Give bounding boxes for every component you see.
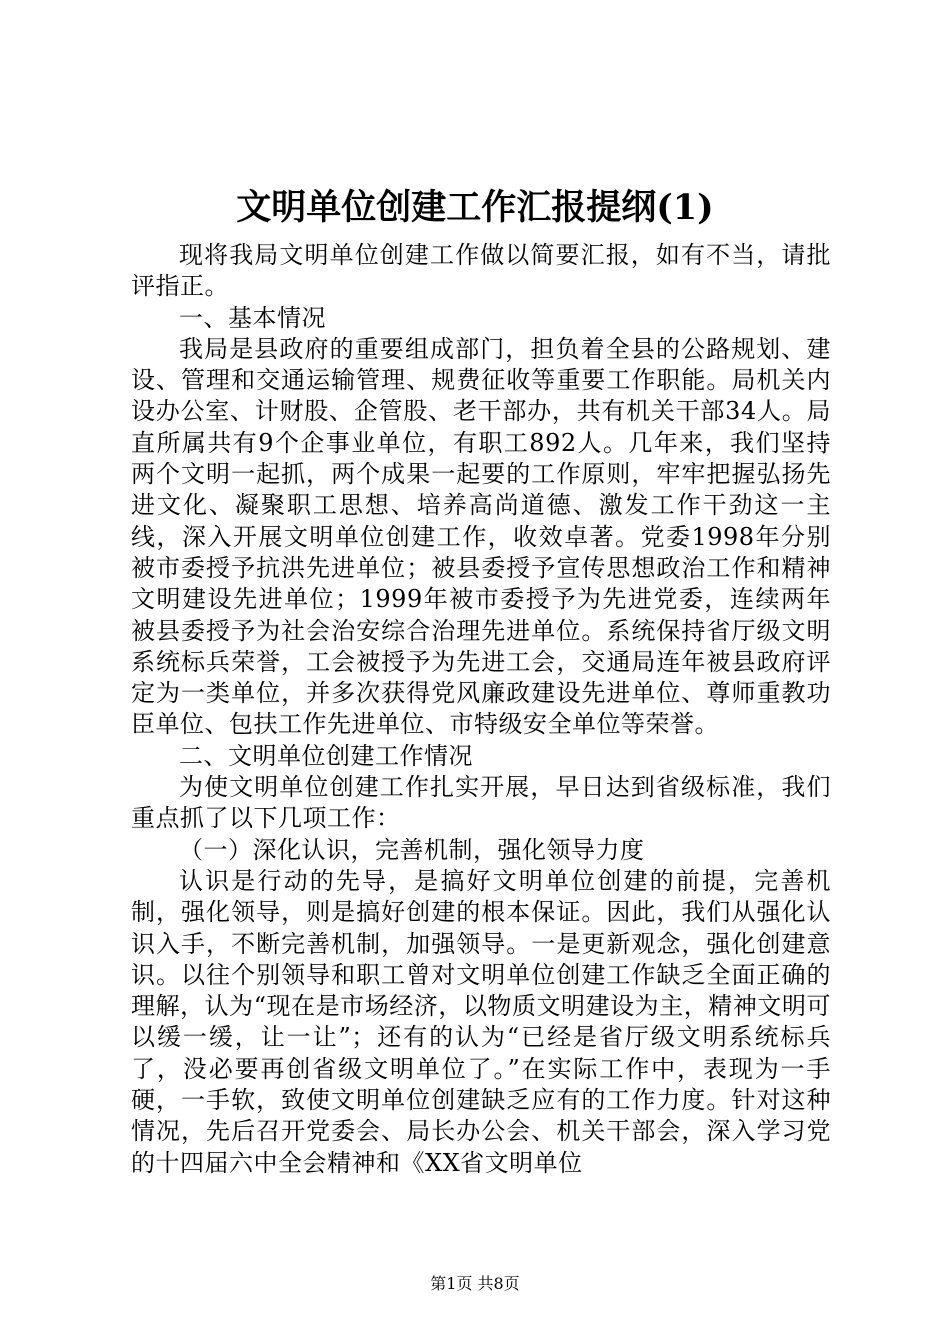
document-title: 文明单位创建工作汇报提纲(1) [236,187,714,228]
document-body [131,240,831,1179]
paragraph-creation-intro: 为使文明单位创建工作扎实开展，早日达到省级标准，我们重点抓了以下几项工作： [131,773,831,833]
section-heading-basic-situation: 一、基本情况 [179,303,326,332]
page-footer: 第1页 共8页 [430,1274,520,1293]
paragraph-intro: 现将我局文明单位创建工作做以简要汇报，如有不当，请批评指正。 [131,241,831,301]
paragraph-basic-situation: 我局是县政府的重要组成部门，担负着全县的公路规划、建设、管理和交通运输管理、规费征收等重要工作职能。局机关内设办公室、计财股、企管股、老干部办，共有机关干部34人。局直所属共有9个企事业单位，有职工892人。几年来，我们坚持两个文明一起抓，两个成果一起要的工作原则，牢牢把握弘扬先进文化、凝聚职工思想、培养高尚道德、激发工作干劲这一主线，深入开展文明单位创建工作，收效卓著。党委1998年分别被市委授予抗洪先进单位；被县委授予宣传思想政治工作和精神文明建设先进单位；1999年被市委授予为先进党委，连续两年被县委授予为社会治安综合治理先进单位。系统保持省厅级文明系统标兵荣誉，工会被授予为先进工会，交通局连年被县政府评定为一类单位，并多次获得党风廉政建设先进单位、尊师重教功臣单位、包扶工作先进单位、市特级安全单位等荣誉。 [131,334,831,739]
subsection-heading-1: （一）深化认识，完善机制，强化领导力度 [179,835,645,864]
paragraph-subsection-1: 认识是行动的先导，是搞好文明单位创建的前提，完善机制，强化领导，则是搞好创建的根本保证。因此，我们从强化认识入手，不断完善机制，加强领导。一是更新观念，强化创建意识。以往个别领导和职工曾对文明单位创建工作缺乏全面正确的理解，认为“现在是市场经济，以物质文明建设为主，精神文明可以缓一缓，让一让”；还有的认为“已经是省厅级文明系统标兵了，没必要再创省级文明单位了。”在实际工作中，表现为一手硬，一手软，致使文明单位创建缺乏应有的工作力度。针对这种情况，先后召开党委会、局长办公会、机关干部会，深入学习党的十四届六中全会精神和《XX省文明单位 [131,866,831,1177]
section-heading-creation-work: 二、文明单位创建工作情况 [179,741,473,770]
